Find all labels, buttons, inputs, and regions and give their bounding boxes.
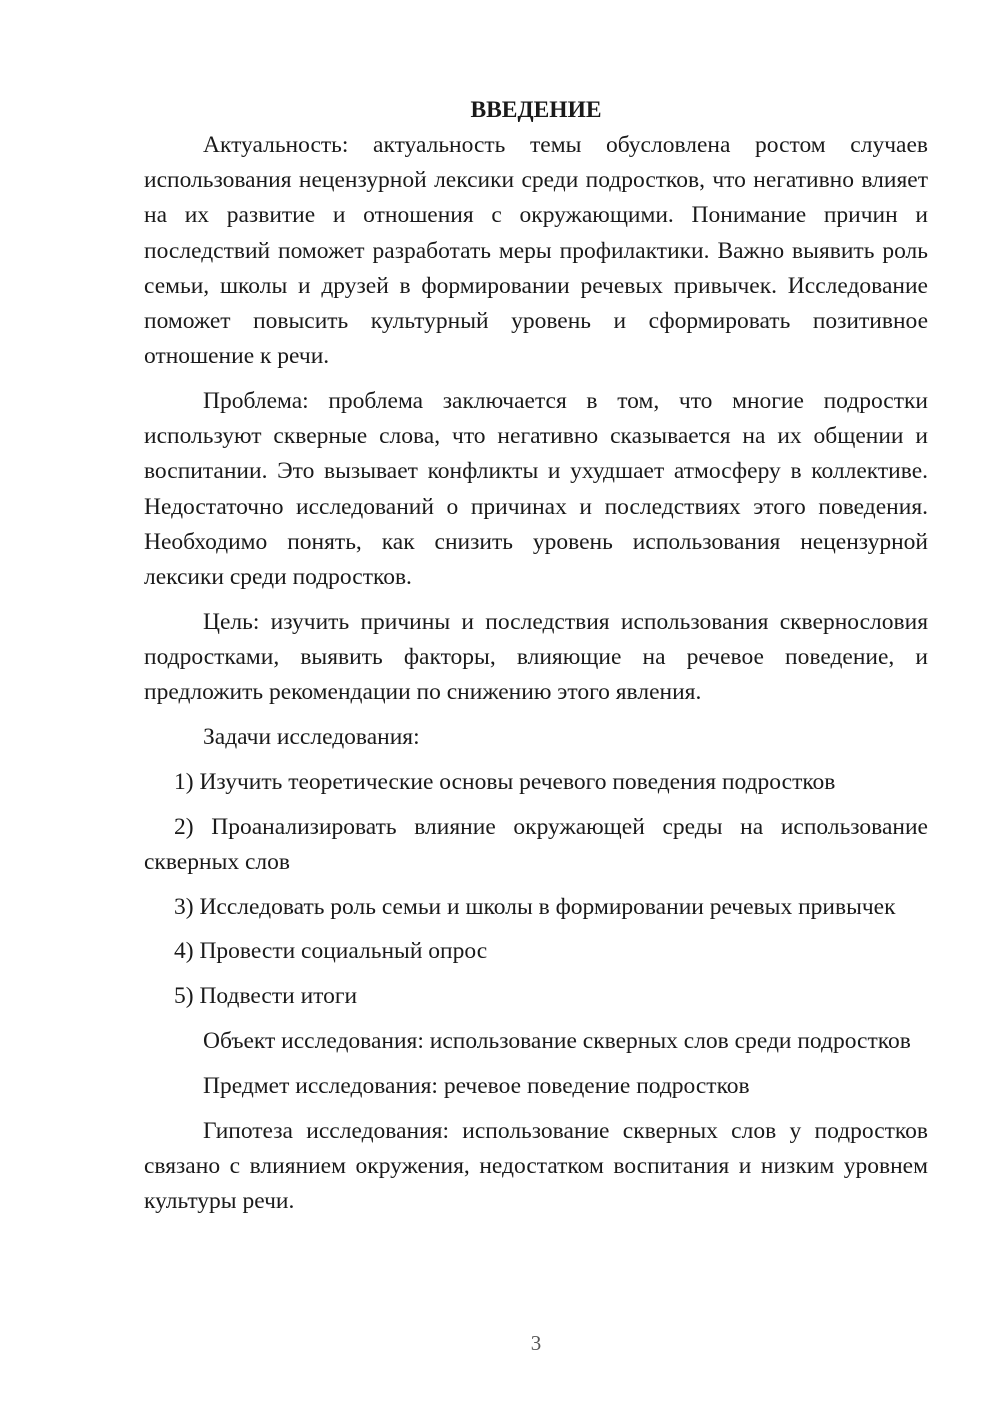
paragraph-object: Объект исследования: использование скверных слов среди подростков (203, 1028, 911, 1055)
paragraph-relevance: Актуальность: актуальность темы обусловлена ростом случаев использования нецензурной лексики среди подростков, что негативно влияет на их развитие и отношения с окружающими. Понимание причин и последствий поможет разработать меры профилактики. Важно выявить роль семьи, школы и друзей в формировании речевых привычек. Исследование поможет повысить культурный уровень и сформировать позитивное отношение к речи. (144, 132, 928, 370)
paragraph-goal: Цель: изучить причины и последствия использования сквернословия подростками, выявить факторы, влияющие на речевое поведение, и предложить рекомендации по снижению этого явления. (144, 608, 928, 706)
task-item: 5) Подвести итоги (174, 983, 358, 1010)
paragraph-problem: Проблема: проблема заключается в том, что многие подростки используют скверные слова, что негативно сказывается на их общении и воспитании. Это вызывает конфликты и ухудшает атмосферу в коллективе. Недостаточно исследований о причинах и последствиях этого поведения. Необходимо понять, как снизить уровень использования нецензурной лексики среди подростков. (144, 388, 928, 591)
page-content (144, 92, 928, 1229)
paragraph-subject: Предмет исследования: речевое поведение подростков (203, 1072, 750, 1099)
paragraph-hypothesis: Гипотеза исследования: использование скверных слов у подростков связано с влиянием окружения, недостатком воспитания и низким уровнем культуры речи. (144, 1117, 928, 1215)
task-item: 4) Провести социальный опрос (174, 938, 488, 965)
page-title: ВВЕДЕНИЕ (470, 97, 602, 123)
page-number: 3 (530, 1331, 542, 1355)
task-item: 2) Проанализировать влияние окружающей среды на использование скверных слов (144, 813, 928, 875)
task-item: 3) Исследовать роль семьи и школы в формировании речевых привычек (174, 893, 896, 920)
task-item: 1) Изучить теоретические основы речевого поведения подростков (174, 768, 836, 795)
tasks-heading: Задачи исследования: (203, 724, 420, 751)
